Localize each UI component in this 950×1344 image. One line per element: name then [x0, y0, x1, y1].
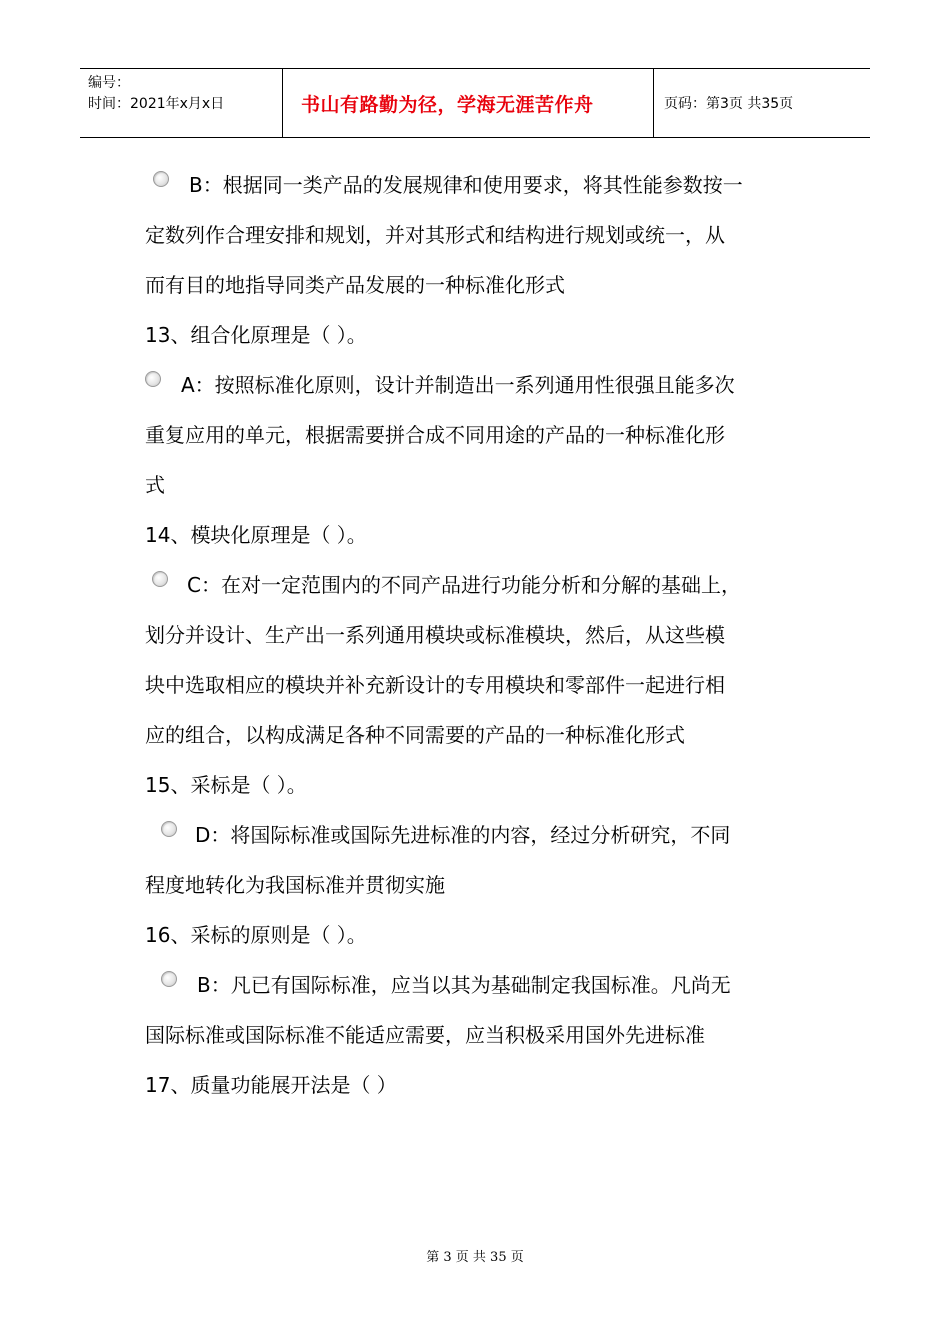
- option-text-continued: 而有目的地指导同类产品发展的一种标准化形式: [145, 273, 565, 297]
- question-13: 13、组合化原理是（ ）。: [145, 323, 367, 347]
- option-text-continued: 定数列作合理安排和规划，并对其形式和结构进行规划或统一，从: [145, 223, 725, 247]
- option-text-continued: 程度地转化为我国标准并贯彻实施: [145, 873, 445, 897]
- radio-button-icon[interactable]: [161, 971, 177, 987]
- option-line: [145, 360, 805, 410]
- option-text: B：凡已有国际标准，应当以其为基础制定我国标准。凡尚无: [197, 973, 731, 997]
- number-label: 编号：: [88, 75, 130, 91]
- question-14: 14、模块化原理是（ ）。: [145, 523, 367, 547]
- page-header: [80, 68, 870, 138]
- date-label: 时间：2021年x月x日: [88, 96, 225, 112]
- option-text: D：将国际标准或国际先进标准的内容，经过分析研究，不同: [195, 823, 731, 847]
- page-info: 页码：第3页 共35页: [664, 96, 794, 112]
- motto-text: 书山有路勤为径，学海无涯苦作舟: [301, 93, 594, 116]
- header-page-cell: [654, 69, 870, 137]
- option-line: [145, 160, 805, 210]
- option-text-continued: 划分并设计、生产出一系列通用模块或标准模块，然后，从这些模: [145, 623, 725, 647]
- question-17: 17、质量功能展开法是（ ）: [145, 1073, 397, 1097]
- option-text: C：在对一定范围内的不同产品进行功能分析和分解的基础上，: [187, 573, 741, 597]
- footer-page-number: 第 3 页 共 35 页: [426, 1250, 524, 1265]
- option-text-continued: 块中选取相应的模块并补充新设计的专用模块和零部件一起进行相: [145, 673, 725, 697]
- question-16: 16、采标的原则是（ ）。: [145, 923, 367, 947]
- option-text-continued: 重复应用的单元，根据需要拼合成不同用途的产品的一种标准化形: [145, 423, 725, 447]
- option-text-continued: 国际标准或国际标准不能适应需要，应当积极采用国外先进标准: [145, 1023, 705, 1047]
- option-text-continued: 应的组合，以构成满足各种不同需要的产品的一种标准化形式: [145, 723, 685, 747]
- radio-button-icon[interactable]: [145, 371, 161, 387]
- header-left-cell: [80, 69, 282, 137]
- option-line: [145, 810, 805, 860]
- page-footer: [0, 1246, 950, 1265]
- option-line: [145, 560, 805, 610]
- option-line: [145, 960, 805, 1010]
- document-body: [145, 160, 805, 1110]
- option-text: B：根据同一类产品的发展规律和使用要求，将其性能参数按一: [189, 173, 743, 197]
- header-motto-cell: [282, 69, 654, 137]
- radio-button-icon[interactable]: [153, 171, 169, 187]
- radio-button-icon[interactable]: [152, 571, 168, 587]
- question-15: 15、采标是（ ）。: [145, 773, 307, 797]
- radio-button-icon[interactable]: [161, 821, 177, 837]
- option-text: A：按照标准化原则，设计并制造出一系列通用性很强且能多次: [181, 373, 735, 397]
- option-text-continued: 式: [145, 473, 165, 497]
